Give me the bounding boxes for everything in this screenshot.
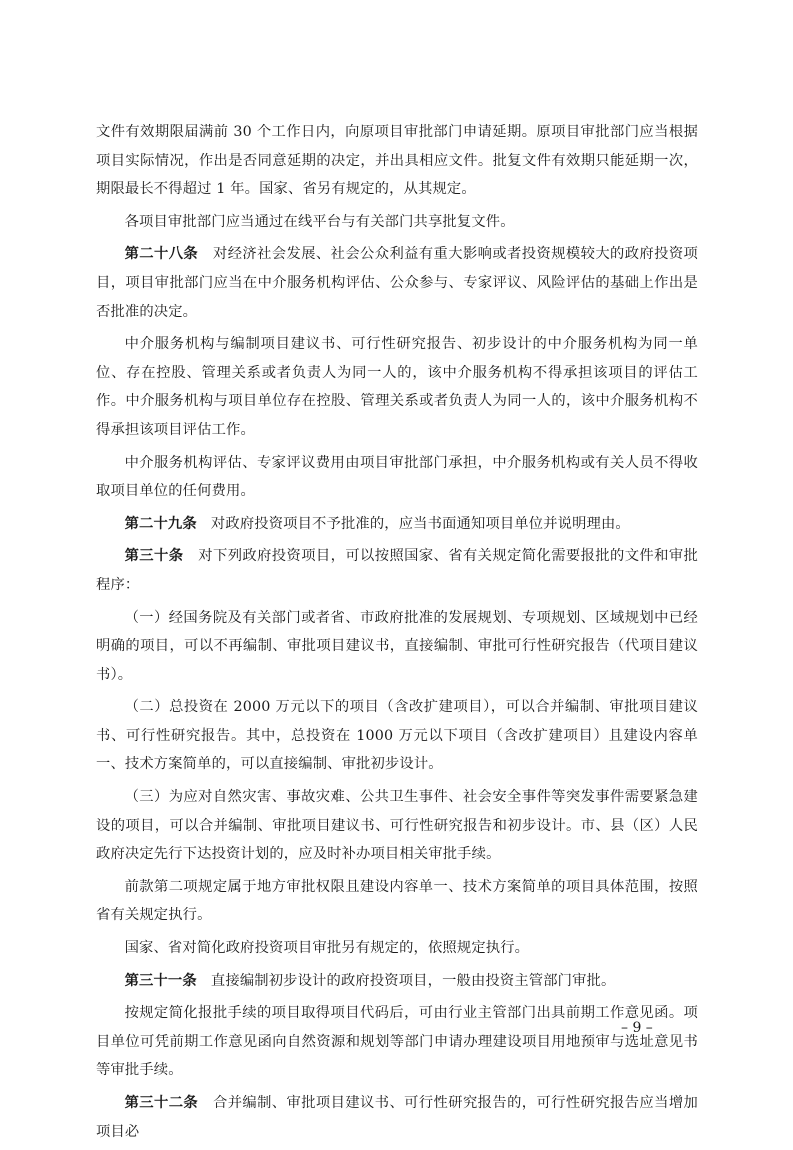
paragraph-text: 文件有效期限届满前 30 个工作日内，向原项目审批部门申请延期。原项目审批部门应当根据项目实际情况，作出是否同意延期的决定，并出具相应文件。批复文件有效期只能延期一次，期限最长不得超过 1 年。国家、省另有规定的，从其规定。 [96, 124, 698, 198]
paragraph-text: 按规定简化报批手续的项目取得项目代码后，可由行业主管部门出具前期工作意见函。项目单位可凭前期工作意见函向自然资源和规划等部门申请办理建设项目用地预审与选址意见书等审批手续。 [96, 1005, 698, 1079]
paragraph-2 [96, 208, 698, 237]
paragraph-text: （三）为应对自然灾害、事故灾难、公共卫生事件、社会安全事件等突发事件需要紧急建设的项目，可以合并编制、审批项目建议书、可行性研究报告和初步设计。市、县（区）人民政府决定先行下达投资计划的，应及时补办项目相关审批手续。 [96, 789, 698, 863]
article-28 [96, 240, 698, 326]
paragraph-text: 合并编制、审批项目建议书、可行性研究报告的，可行性研究报告应当增加项目必 [96, 1095, 698, 1140]
paragraph-5 [96, 449, 698, 506]
article-31 [96, 967, 698, 996]
paragraph-text: 直接编制初步设计的政府投资项目，一般由投资主管部门审批。 [210, 972, 616, 989]
article-30 [96, 542, 698, 599]
paragraph-12 [96, 934, 698, 963]
paragraph-4 [96, 330, 698, 444]
paragraph-text: （一）经国务院及有关部门或者省、市政府批准的发展规划、专项规划、区域规划中已经明确的项目，可以不再编制、审批项目建议书，直接编制、审批可行性研究报告（代项目建议书）。 [96, 609, 698, 683]
article-heading: 第三十一条 [124, 972, 197, 989]
article-32 [96, 1089, 698, 1146]
page-number: – 9 – [621, 1020, 653, 1036]
paragraph-10 [96, 783, 698, 869]
paragraph-text: 国家、省对简化政府投资项目审批另有规定的，依照规定执行。 [124, 940, 530, 957]
paragraph-text: 前款第二项规定属于地方审批权限且建设内容单一、技术方案简单的项目具体范围，按照省有关规定执行。 [96, 878, 698, 924]
article-heading: 第三十条 [124, 548, 184, 565]
paragraph-8 [96, 604, 698, 690]
document-body [96, 118, 698, 1150]
paragraph-9 [96, 693, 698, 779]
paragraph-1 [96, 118, 698, 204]
paragraph-text: 各项目审批部门应当通过在线平台与有关部门共享批复文件。 [124, 213, 515, 230]
article-heading: 第二十八条 [124, 246, 199, 263]
article-heading: 第二十九条 [124, 515, 197, 532]
paragraph-text: 中介服务机构评估、专家评议费用由项目审批部门承担，中介服务机构或有关人员不得收取项目单位的任何费用。 [96, 454, 698, 500]
paragraph-14 [96, 999, 698, 1085]
paragraph-text: 对下列政府投资项目，可以按照国家、省有关规定简化需要报批的文件和审批程序： [96, 548, 698, 593]
paragraph-text: （二）总投资在 2000 万元以下的项目（含改扩建项目），可以合并编制、审批项目建议书、可行性研究报告。其中，总投资在 1000 万元以下项目（含改扩建项目）且建设内容单一、技术方案简单的，可以直接编制、审批初步设计。 [96, 699, 698, 773]
paragraph-text: 对经济社会发展、社会公众利益有重大影响或者投资规模较大的政府投资项目，项目审批部门应当在中介服务机构评估、公众参与、专家评议、风险评估的基础上作出是否批准的决定。 [96, 246, 698, 320]
article-29 [96, 510, 698, 539]
paragraph-11 [96, 873, 698, 930]
article-heading: 第三十二条 [124, 1095, 199, 1111]
paragraph-text: 对政府投资项目不予批准的，应当书面通知项目单位并说明理由。 [210, 515, 630, 532]
paragraph-text: 中介服务机构与编制项目建议书、可行性研究报告、初步设计的中介服务机构为同一单位、存在控股、管理关系或者负责人为同一人的，该中介服务机构不得承担该项目的评估工作。中介服务机构与项目单位存在控股、管理关系或者负责人为同一人的，该中介服务机构不得承担该项目评估工作。 [96, 336, 698, 438]
